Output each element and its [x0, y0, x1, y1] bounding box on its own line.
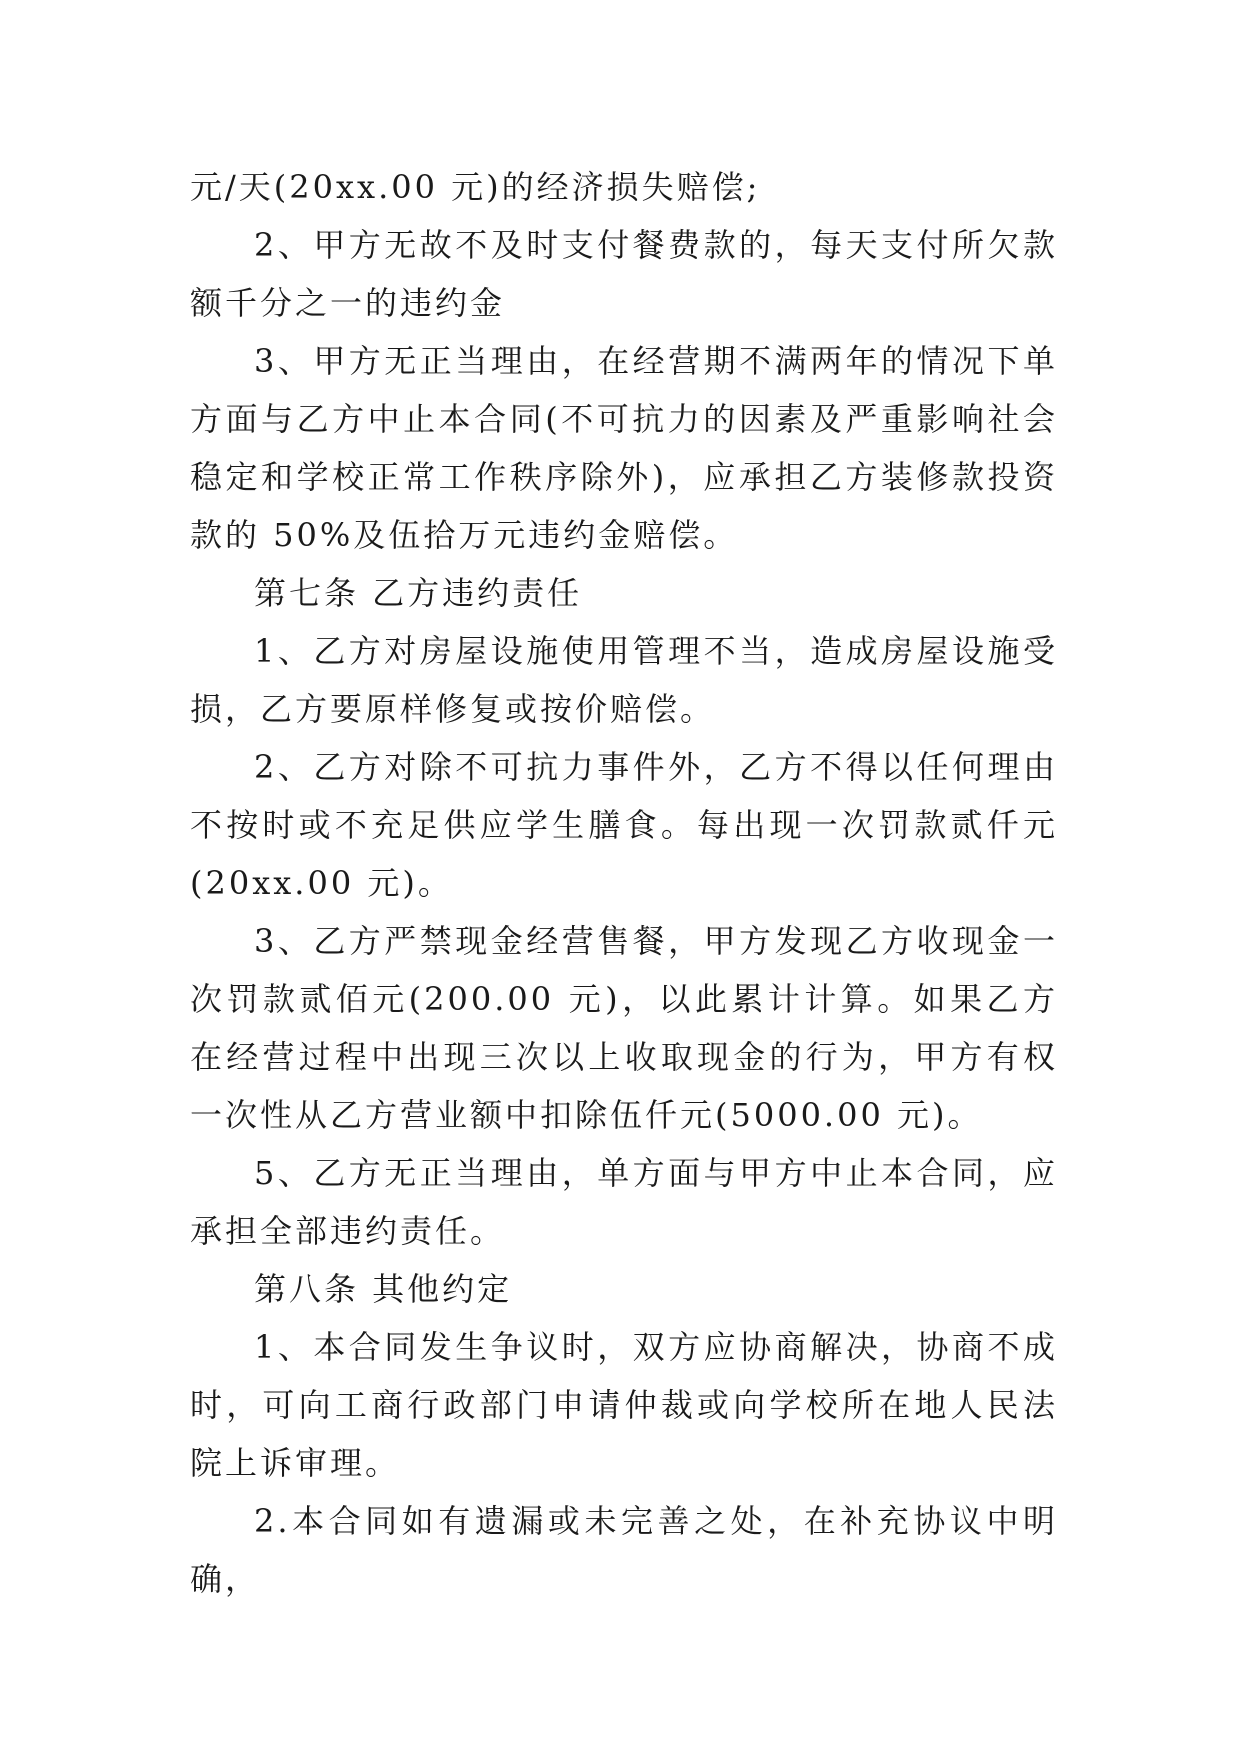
paragraph-clause-7-3: 3、乙方严禁现金经营售餐，甲方发现乙方收现金一次罚款贰佰元(200.00 元)，以此累计计算。如果乙方在经营过程中出现三次以上收取现金的行为，甲方有权一次性从乙方营业额中扣除伍仟元(5000.00 元)。 — [190, 922, 1058, 1134]
section-heading-article-7: 第七条 乙方违约责任 — [254, 574, 583, 612]
paragraph-clause-8-2: 2.本合同如有遗漏或未完善之处，在补充协议中明确， — [190, 1502, 1058, 1598]
paragraph-clause-7-2: 2、乙方对除不可抗力事件外，乙方不得以任何理由不按时或不充足供应学生膳食。每出现一次罚款贰仟元(20xx.00 元)。 — [190, 748, 1058, 902]
paragraph-clause-8-1: 1、本合同发生争议时，双方应协商解决，协商不成时，可向工商行政部门申请仲裁或向学校所在地人民法院上诉审理。 — [190, 1328, 1058, 1482]
section-heading-article-8: 第八条 其他约定 — [254, 1270, 513, 1308]
paragraph-clause-6-2: 2、甲方无故不及时支付餐费款的，每天支付所欠款额千分之一的违约金 — [190, 226, 1058, 322]
paragraph-clause-7-1: 1、乙方对房屋设施使用管理不当，造成房屋设施受损，乙方要原样修复或按价赔偿。 — [190, 632, 1058, 728]
paragraph-clause-6-3: 3、甲方无正当理由，在经营期不满两年的情况下单方面与乙方中止本合同(不可抗力的因素及严重影响社会稳定和学校正常工作秩序除外)，应承担乙方装修款投资款的 50%及伍拾万元违约金赔偿。 — [190, 342, 1058, 554]
paragraph-clause-7-5: 5、乙方无正当理由，单方面与甲方中止本合同，应承担全部违约责任。 — [190, 1154, 1058, 1250]
document-body — [190, 158, 1058, 1608]
paragraph-continuation: 元/天(20xx.00 元)的经济损失赔偿; — [190, 168, 761, 206]
